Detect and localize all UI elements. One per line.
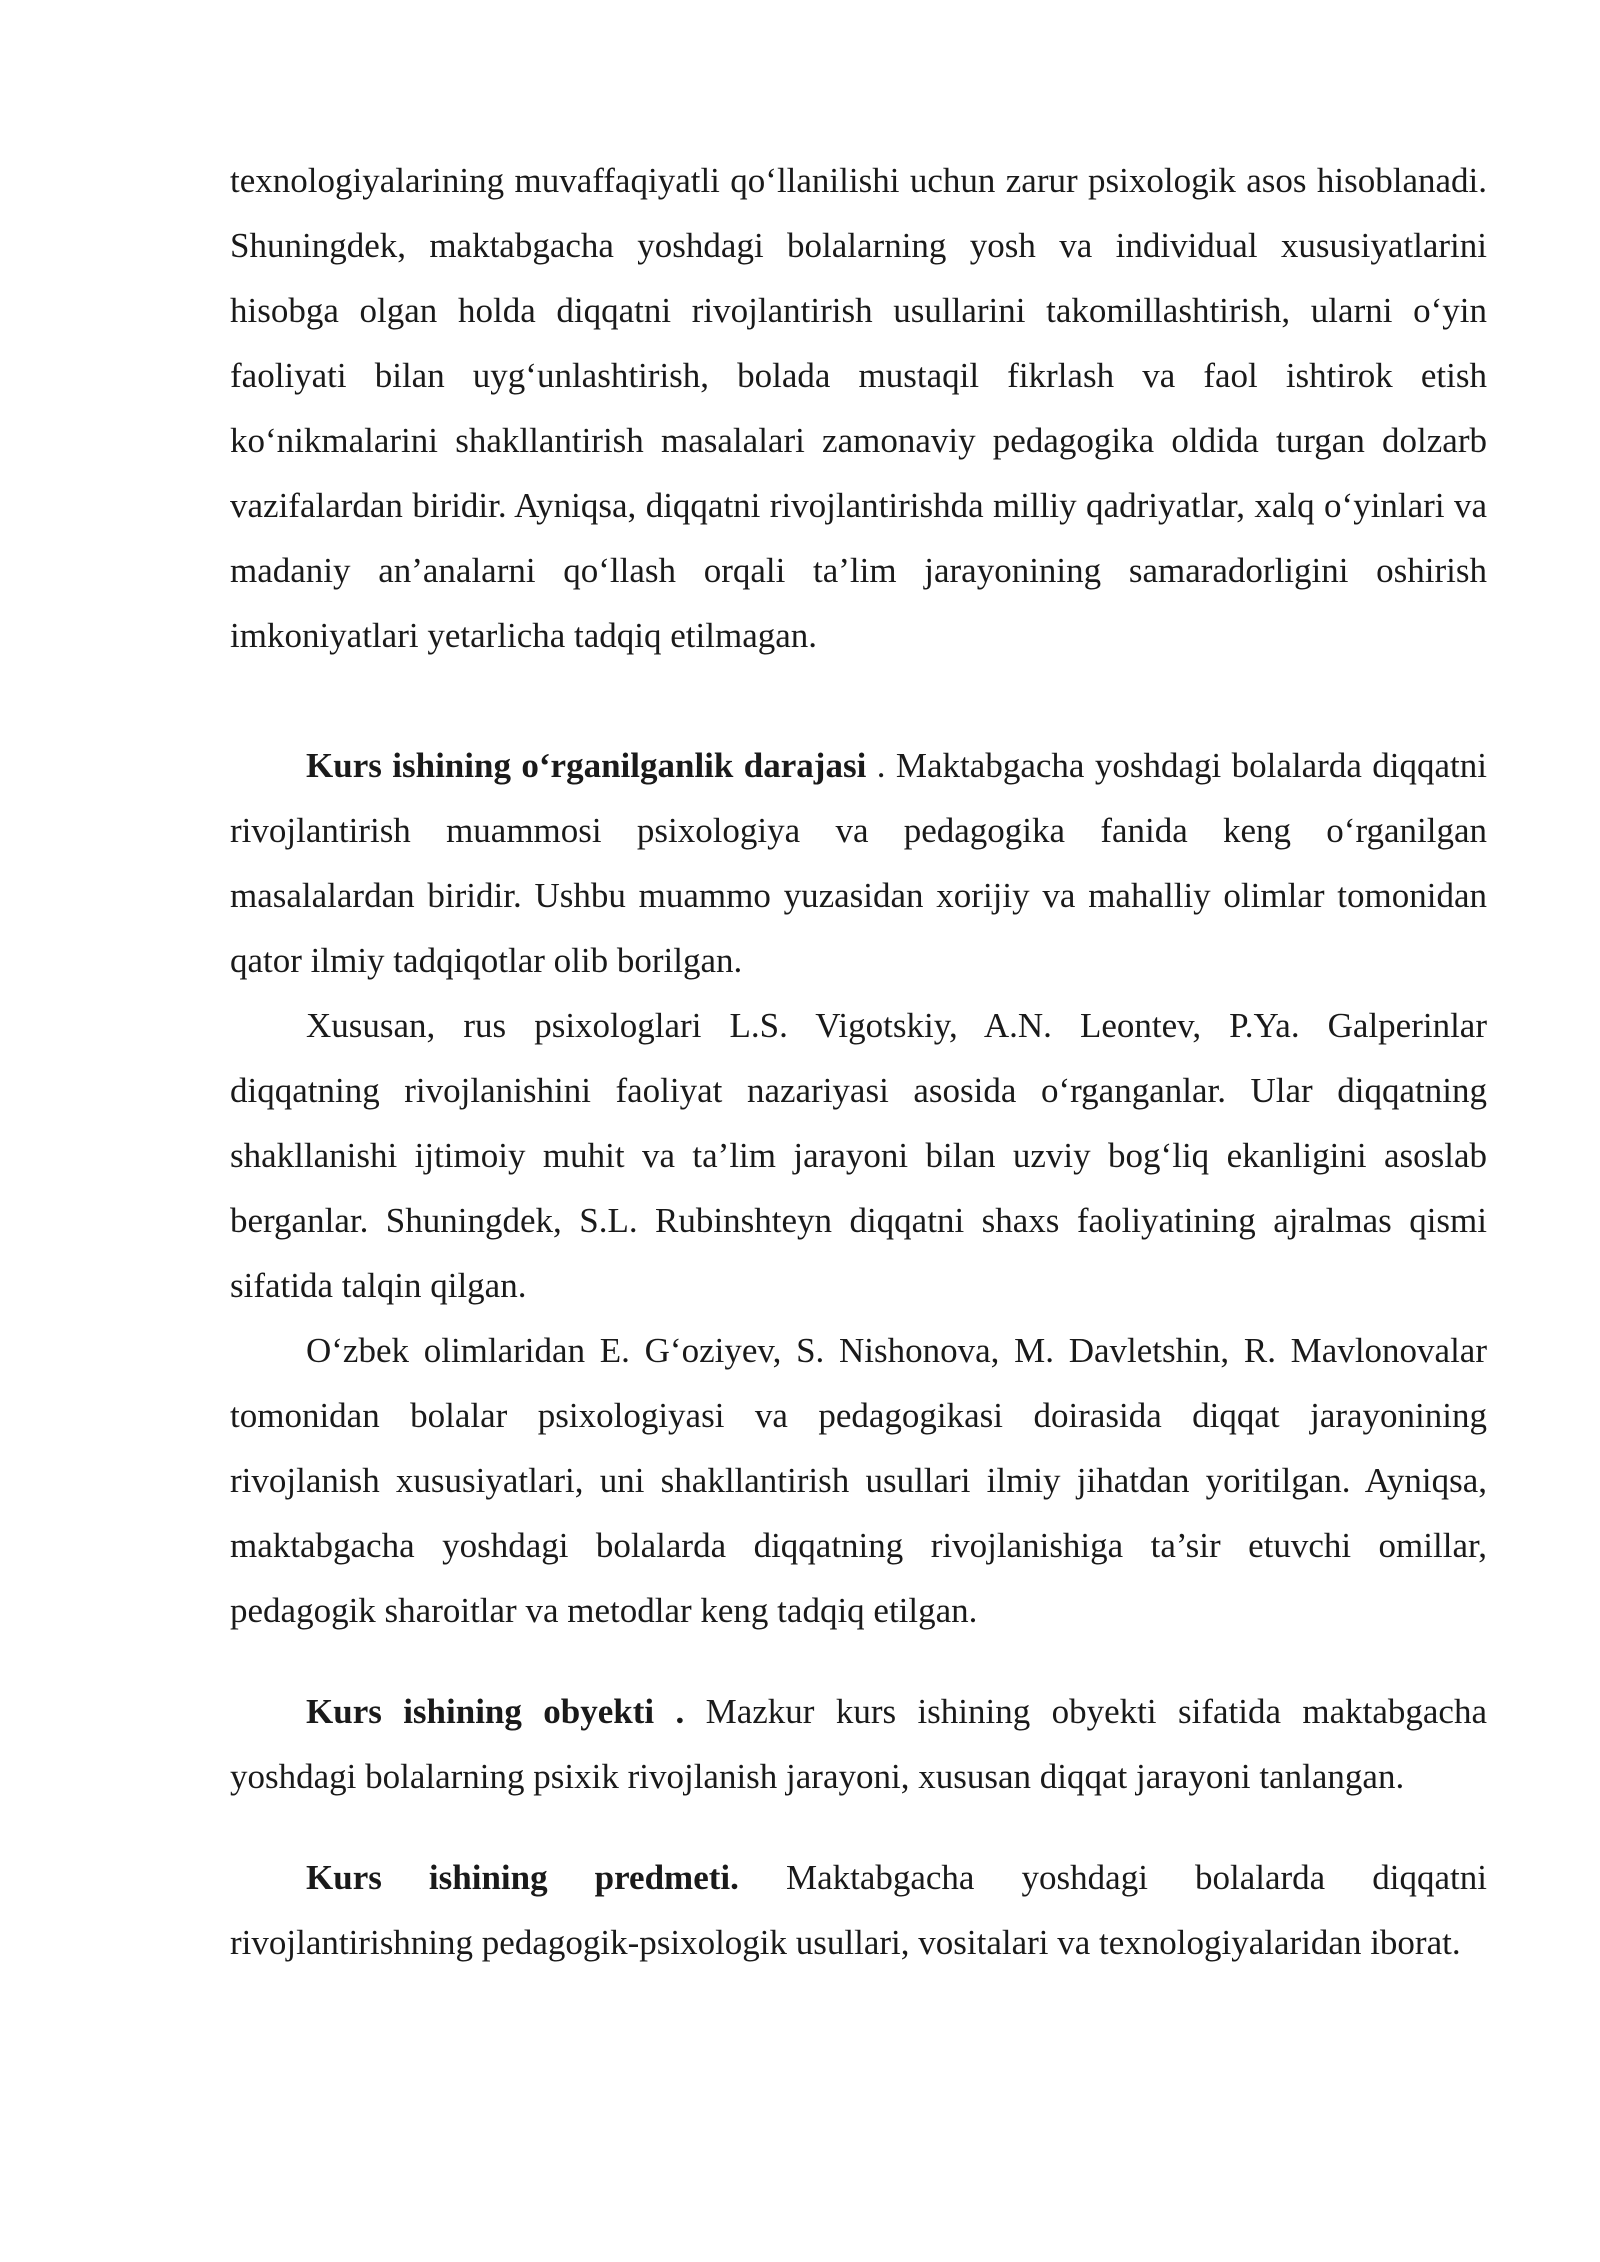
text-study-level: . Maktabgacha yoshdagi bolalarda diqqatni rivojlantirish muammosi psixologiya va pedagogika fanida keng o‘rganilgan masalalardan biridir. Ushbu muammo yuzasidan xorijiy va mahalliy olimlar tomonidan qator ilmiy tadqiqotlar olib borilgan. [230, 746, 1487, 980]
heading-subject: Kurs ishining predmeti. [306, 1858, 739, 1897]
paragraph-russian-psychologists: Xususan, rus psixologlari L.S. Vigotskiy, A.N. Leontev, P.Ya. Galperinlar diqqatning rivojlanishini faoliyat nazariyasi asosida o‘rganganlar. Ular diqqatning shakllanishi ijtimoiy muhit va ta’lim jarayoni bilan uzviy bog‘liq ekanligini asoslab berganlar. Shuningdek, S.L. Rubinshteyn diqqatni shaxs faoliyatining ajralmas qismi sifatida talqin qilgan. [230, 1006, 1487, 1305]
document-page [230, 148, 1487, 1975]
paragraph-uzbek-scholars: O‘zbek olimlaridan E. G‘oziyev, S. Nishonova, M. Davletshin, R. Mavlonovalar tomonidan bolalar psixologiyasi va pedagogikasi doirasida diqqat jarayonining rivojlanish xususiyatlari, uni shakllantirish usullari ilmiy jihatdan yoritilgan. Ayniqsa, maktabgacha yoshdagi bolalarda diqqatning rivojlanishiga ta’sir etuvchi omillar, pedagogik sharoitlar va metodlar keng tadqiq etilgan. [230, 1331, 1487, 1630]
heading-study-level: Kurs ishining o‘rganilganlik darajasi [306, 746, 867, 785]
paragraph-object [230, 1679, 1487, 1809]
text-object: Mazkur kurs ishining obyekti sifatida maktabgacha yoshdagi bolalarning psixik rivojlanish jarayoni, xususan diqqat jarayoni tanlangan. [230, 1692, 1487, 1796]
paragraph-continuation: texnologiyalarining muvaffaqiyatli qo‘llanilishi uchun zarur psixologik asos hisoblanadi. Shuningdek, maktabgacha yoshdagi bolalarning yosh va individual xususiyatlarini hisobga olgan holda diqqatni rivojlantirish usullarini takomillashtirish, ularni o‘yin faoliyati bilan uyg‘unlashtirish, bolada mustaqil fikrlash va faol ishtirok etish ko‘nikmalarini shakllantirish masalalari zamonaviy pedagogika oldida turgan dolzarb vazifalardan biridir. Ayniqsa, diqqatni rivojlantirishda milliy qadriyatlar, xalq o‘yinlari va madaniy an’analarni qo‘llash orqali ta’lim jarayonining samaradorligini oshirish imkoniyatlari yetarlicha tadqiq etilmagan. [230, 161, 1487, 655]
paragraph-study-level [230, 733, 1487, 993]
paragraph-subject [230, 1845, 1487, 1975]
text-subject: Maktabgacha yoshdagi bolalarda diqqatni rivojlantirishning pedagogik-psixologik usullari, vositalari va texnologiyalaridan iborat. [230, 1858, 1487, 1962]
heading-object: Kurs ishining obyekti . [306, 1692, 685, 1731]
